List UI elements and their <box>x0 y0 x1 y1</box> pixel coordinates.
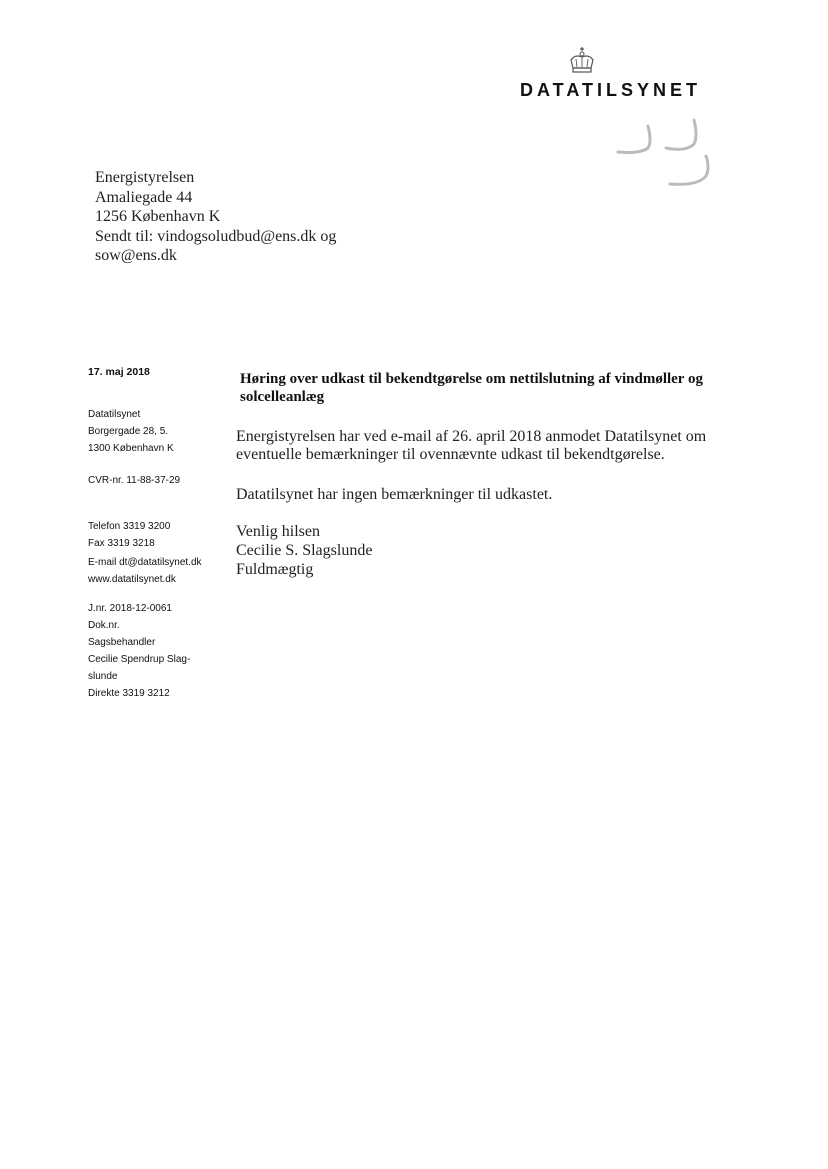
direct-phone: Direkte 3319 3212 <box>88 688 170 699</box>
recipient-name: Energistyrelsen <box>95 169 195 186</box>
crown-icon <box>568 46 596 76</box>
recipient-email: sow@ens.dk <box>95 247 177 264</box>
case-handler-label: Sagsbehandler <box>88 637 156 648</box>
sender-name: Datatilsynet <box>88 409 141 420</box>
recipient-city: 1256 København K <box>95 208 221 225</box>
document-number: Dok.nr. <box>88 620 120 631</box>
case-number: J.nr. 2018-12-0061 <box>88 603 172 614</box>
letter-signature <box>236 522 372 579</box>
sender-cvr: CVR-nr. 11-88-37-29 <box>88 475 181 486</box>
case-handler-name: Cecilie Spendrup Slag- <box>88 654 191 665</box>
letter-paragraph-2: Datatilsynet har ingen bemærkninger til udkastet. <box>236 486 553 503</box>
signer-name: Cecilie S. Slagslunde <box>236 542 373 559</box>
letter-date: 17. maj 2018 <box>88 366 150 378</box>
sender-city: 1300 København K <box>88 443 174 454</box>
datatilsynet-logo <box>516 46 736 106</box>
sender-address <box>88 406 174 457</box>
sender-street: Borgergade 28, 5. <box>88 426 169 437</box>
logo-wordmark: DATATILSYNET <box>520 80 701 100</box>
case-handler-name-cont: slunde <box>88 671 118 682</box>
sender-phone <box>88 518 170 552</box>
sender-telephone: Telefon 3319 3200 <box>88 521 171 532</box>
letter-paragraph-1: Energistyrelsen har ved e-mail af 26. april 2018 anmodet Datatilsynet om eventuelle bemærkninger til ovennævnte udkast til bekendtgørelse. <box>236 428 707 463</box>
recipient-sent-to: Sendt til: vindogsoludbud@ens.dk og <box>95 227 337 245</box>
sender-email: E-mail dt@datatilsynet.dk <box>88 557 202 568</box>
sender-website: www.datatilsynet.dk <box>88 574 176 585</box>
signer-title: Fuldmægtig <box>236 561 314 578</box>
sender-fax: Fax 3319 3218 <box>88 538 155 549</box>
sender-web <box>88 554 202 588</box>
letter-subject: Høring over udkast til bekendtgørelse om nettilslutning af vindmøller og solcelleanlæg <box>240 371 703 405</box>
closing-greeting: Venlig hilsen <box>236 523 320 540</box>
handwritten-mark <box>610 112 720 192</box>
recipient-address <box>95 168 336 266</box>
case-info <box>88 600 190 702</box>
recipient-street: Amaliegade 44 <box>95 188 193 206</box>
